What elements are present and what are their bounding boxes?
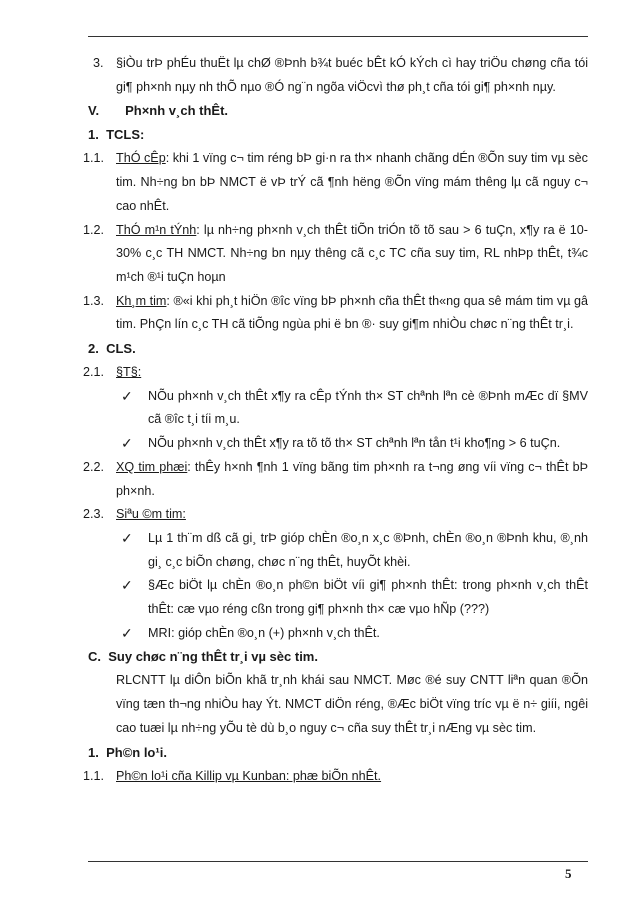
subsection-1-1 [83, 147, 588, 218]
bullet-item [88, 527, 588, 574]
heading-2-cls [88, 337, 588, 361]
subsection-number: 1.3. [83, 293, 105, 308]
header-rule [88, 36, 588, 37]
subsection-2-2 [83, 456, 588, 503]
heading-C [88, 645, 588, 669]
checkmark-icon: ✓ [121, 529, 133, 546]
heading-text: Ph×nh v¸ch thÊt. [125, 103, 229, 119]
bullet-text: NÕu ph×nh v¸ch thÊt x¶y ra tõ tõ th× ST chªnh lªn tån t¹i kho¶ng > 6 tuÇn. [148, 436, 561, 451]
subsection-2-3 [83, 503, 588, 527]
subsection-text: : lµ nh÷ng ph×nh v¸ch thÊt tiÕn triÓn tõ tõ sau > 6 tuÇn, x¶y ra ë 10-30% c¸c TH NMCT. Nh÷ng bn nµy thêng cã c¸c TC cña suy tim, RL nhÞp thÊt, t¾c m¹ch ®¹i tuÇn hoµn [116, 222, 588, 284]
heading-number: 1. [88, 127, 99, 143]
subsection-number: 1.2. [83, 222, 105, 237]
heading-number: V. [88, 103, 100, 119]
subsection-label: XQ tim phæi [116, 459, 188, 474]
subsection-label: §T§: [116, 365, 142, 380]
subsection-label: Ph©n lo¹i cña Killip vµ Kunban: phæ biÕn nhÊt. [116, 768, 382, 783]
checkmark-icon: ✓ [121, 387, 133, 404]
heading-text: CLS. [106, 341, 136, 357]
paragraph-C: RLCNTT lµ diÔn biÕn khã tr¸nh khái sau NMCT. Møc ®é suy CNTT liªn quan ®Õn vïng tæn th¬ng nhiÒu hay Ýt. NMCT diÖn réng, ®Æc biÖt vïng tríc vµ ë n÷ giíi, ngêi cao tuæi lµ nh÷ng yÕu tè dù b¸o nguy c¬ cña suy thÊt tr¸i nÆng vµ sèc tim. [116, 673, 588, 735]
heading-number: 2. [88, 341, 99, 357]
subsection-label: ThÓ cÊp [116, 151, 166, 166]
subsection-text: : thÊy h×nh ¶nh 1 vïng bãng tim ph×nh ra t¬ng øng víi vïng c¬ thÊt bÞ ph×nh. [116, 459, 588, 498]
subsection-text: : ®«i khi ph¸t hiÖn ®îc vïng bÞ ph×nh cña thÊt th«ng qua sê mám tim vµ gâ tim. PhÇn lín c¸c TH cã tiÕng ngùa phi ë bn ®· suy gi¶m nhiÒu chøc n¨ng thÊt tr¸i. [116, 293, 588, 332]
heading-V [88, 99, 588, 123]
subsection-number: 1.1. [83, 151, 105, 166]
heading-number: 1. [88, 744, 99, 760]
checkmark-icon: ✓ [121, 577, 133, 594]
bullet-text: NÕu ph×nh v¸ch thÊt x¶y ra cÊp tÝnh th× ST chªnh lªn cè ®Þnh mÆc dï §MV cã ®îc t¸i tíi m¸u. [148, 388, 588, 427]
heading-1-phan-loai [88, 741, 588, 765]
checkmark-icon: ✓ [121, 435, 133, 452]
item-text: §iÒu trÞ phÉu thuËt lµ chØ ®Þnh b¾t buéc bÊt kÓ kÝch cì hay triÖu chøng cña tói gi¶ ph×nh nµy nh thÕ nµo ®Ó ng¨n ngõa viÖcvì thø ph¸t cña tói gi¶ ph×nh nµy. [116, 56, 588, 94]
heading-text: Ph©n lo¹i. [106, 744, 167, 760]
subsection-number: 2.3. [83, 507, 105, 522]
bullet-text: §Æc biÖt lµ chÈn ®o¸n ph©n biÖt víi gi¶ ph×nh thÊt: trong ph×nh v¸ch thÊt thÊt: cæ vµo réng cßn trong gi¶ ph×nh th× cæ vµo hÑp (???) [148, 578, 588, 617]
subsection-number: 1.1. [83, 768, 105, 783]
subsection-label: Kh¸m tim [116, 293, 167, 308]
heading-number: C. [88, 649, 101, 665]
page-number: 5 [565, 866, 572, 881]
footer-rule [88, 861, 588, 862]
subsection-number: 2.1. [83, 365, 105, 380]
item-3 [88, 52, 588, 99]
subsection-1-3 [83, 290, 588, 337]
item-number: 3. [93, 56, 104, 70]
bullet-item [88, 432, 588, 456]
bullet-text: MRI: gióp chÈn ®o¸n (+) ph×nh v¸ch thÊt. [148, 625, 380, 640]
bullet-item [88, 622, 588, 646]
subsection-label: ThÓ m¹n tÝnh [116, 222, 197, 237]
subsection-1-1-killip [83, 765, 588, 789]
subsection-number: 2.2. [83, 459, 105, 474]
page-body [83, 52, 588, 788]
subsection-1-2 [83, 219, 588, 290]
bullet-item [88, 574, 588, 621]
subsection-text: : khi 1 vïng c¬ tim réng bÞ gi·n ra th× nhanh chãng dÉn ®Õn suy tim vµ sèc tim. Nh÷ng bn bÞ NMCT ë vÞ trÝ cã ¶nh hëng ®Õn vïng mám thêng lµ cã nguy c¬ cao nhÊt. [116, 151, 588, 213]
heading-text: TCLS: [106, 127, 145, 143]
subsection-2-1 [83, 361, 588, 385]
bullet-text: Lµ 1 th¨m dß cã gi¸ trÞ gióp chÈn ®o¸n x¸c ®Þnh, chÈn ®o¸n ®Þnh khu, ®¸nh gi¸ c¸c biÕn chøng, chøc n¨ng thÊt, huyÕt khèi. [148, 530, 588, 569]
checkmark-icon: ✓ [121, 624, 133, 641]
heading-text: Suy chøc n¨ng thÊt tr¸i vµ sèc tim. [108, 649, 318, 665]
heading-1-tcls [88, 123, 588, 147]
subsection-label: Siªu ©m tim: [116, 507, 186, 522]
bullet-item [88, 385, 588, 432]
